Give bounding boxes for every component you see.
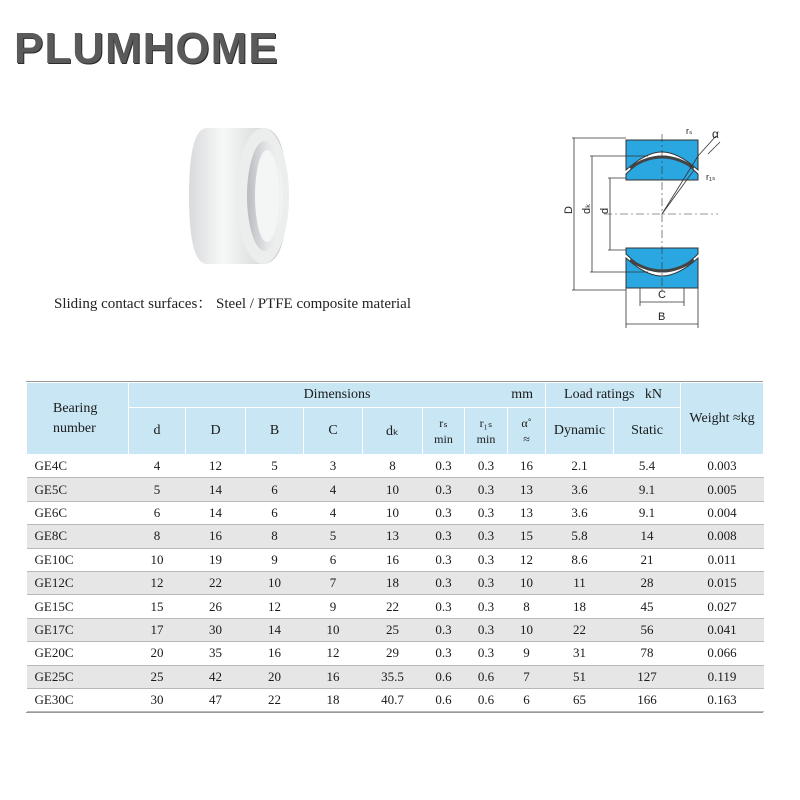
bearing-spec-table	[26, 381, 763, 713]
header-col-D: D	[186, 408, 246, 455]
dim-C-label: C	[658, 289, 666, 301]
cell-dynamic: 3.6	[546, 478, 614, 501]
cell-r1s: 0.3	[465, 642, 508, 665]
cell-alpha: 9	[508, 642, 546, 665]
cell-alpha: 10	[508, 571, 546, 594]
cell-static: 5.4	[614, 455, 681, 478]
cell-r1s: 0.3	[465, 595, 508, 618]
dim-rs-label: rₛ	[686, 126, 693, 136]
cell-alpha: 10	[508, 618, 546, 641]
cell-bearing-number: GE6C	[27, 501, 129, 524]
cell-rs: 0.3	[423, 501, 465, 524]
cell-C: 18	[304, 688, 363, 711]
dim-r1s-label: r₁ₛ	[706, 172, 716, 182]
cell-rs: 0.3	[423, 525, 465, 548]
cell-C: 6	[304, 548, 363, 571]
header-col-alpha: α˚ ≈	[508, 408, 546, 455]
cell-dk: 16	[363, 548, 423, 571]
cell-dk: 29	[363, 642, 423, 665]
cell-alpha: 16	[508, 455, 546, 478]
cell-d: 6	[129, 501, 186, 524]
header-load-ratings: Load ratings kN	[546, 383, 681, 408]
cell-bearing-number: GE30C	[27, 688, 129, 711]
cell-bearing-number: GE15C	[27, 595, 129, 618]
cell-B: 9	[246, 548, 304, 571]
cell-alpha: 12	[508, 548, 546, 571]
table-row	[27, 478, 764, 501]
cell-D: 22	[186, 571, 246, 594]
cell-bearing-number: GE17C	[27, 618, 129, 641]
cell-static: 127	[614, 665, 681, 688]
header-col-r1s: r₁ₛ min	[465, 408, 508, 455]
table-row	[27, 501, 764, 524]
cell-C: 10	[304, 618, 363, 641]
cell-dynamic: 3.6	[546, 501, 614, 524]
cell-alpha: 6	[508, 688, 546, 711]
header-col-rs: rₛ min	[423, 408, 465, 455]
cell-r1s: 0.6	[465, 688, 508, 711]
table-row	[27, 571, 764, 594]
cell-weight: 0.041	[681, 618, 764, 641]
cell-rs: 0.3	[423, 642, 465, 665]
cell-B: 20	[246, 665, 304, 688]
bearing-photo	[185, 118, 300, 278]
cell-C: 16	[304, 665, 363, 688]
header-col-dynamic: Dynamic	[546, 408, 614, 455]
cell-dk: 8	[363, 455, 423, 478]
cell-dynamic: 5.8	[546, 525, 614, 548]
cell-D: 16	[186, 525, 246, 548]
dim-D-label: D	[563, 206, 575, 214]
cell-d: 17	[129, 618, 186, 641]
cell-rs: 0.3	[423, 548, 465, 571]
cell-dynamic: 51	[546, 665, 614, 688]
cell-weight: 0.005	[681, 478, 764, 501]
cell-weight: 0.003	[681, 455, 764, 478]
brand-logo: PLUMHOME	[14, 24, 279, 73]
cell-D: 19	[186, 548, 246, 571]
cell-dynamic: 11	[546, 571, 614, 594]
cell-D: 30	[186, 618, 246, 641]
cell-weight: 0.015	[681, 571, 764, 594]
table-row	[27, 548, 764, 571]
cell-rs: 0.3	[423, 618, 465, 641]
cell-d: 12	[129, 571, 186, 594]
cell-d: 10	[129, 548, 186, 571]
cell-r1s: 0.3	[465, 548, 508, 571]
table-row	[27, 665, 764, 688]
cell-static: 45	[614, 595, 681, 618]
cell-static: 166	[614, 688, 681, 711]
header-col-B: B	[246, 408, 304, 455]
cell-D: 35	[186, 642, 246, 665]
cell-static: 21	[614, 548, 681, 571]
cell-D: 12	[186, 455, 246, 478]
cell-B: 12	[246, 595, 304, 618]
cell-bearing-number: GE10C	[27, 548, 129, 571]
cell-weight: 0.163	[681, 688, 764, 711]
cell-alpha: 8	[508, 595, 546, 618]
cell-rs: 0.3	[423, 595, 465, 618]
cell-D: 14	[186, 501, 246, 524]
dim-d-label: d	[599, 207, 611, 214]
cell-r1s: 0.3	[465, 525, 508, 548]
cell-r1s: 0.3	[465, 618, 508, 641]
cell-bearing-number: GE4C	[27, 455, 129, 478]
cell-dynamic: 18	[546, 595, 614, 618]
header-col-static: Static	[614, 408, 681, 455]
cell-dk: 22	[363, 595, 423, 618]
table-row	[27, 595, 764, 618]
cell-dk: 10	[363, 478, 423, 501]
cell-B: 10	[246, 571, 304, 594]
cell-C: 9	[304, 595, 363, 618]
cell-alpha: 13	[508, 501, 546, 524]
cell-d: 15	[129, 595, 186, 618]
cell-B: 6	[246, 478, 304, 501]
cell-weight: 0.011	[681, 548, 764, 571]
table-row	[27, 455, 764, 478]
cell-B: 14	[246, 618, 304, 641]
cell-weight: 0.008	[681, 525, 764, 548]
bearing-cross-section-diagram	[548, 118, 748, 340]
cell-r1s: 0.6	[465, 665, 508, 688]
cell-rs: 0.6	[423, 665, 465, 688]
cell-bearing-number: GE5C	[27, 478, 129, 501]
cell-C: 4	[304, 478, 363, 501]
table-body	[27, 455, 764, 712]
cell-d: 30	[129, 688, 186, 711]
cell-D: 47	[186, 688, 246, 711]
cell-dk: 40.7	[363, 688, 423, 711]
cell-dynamic: 2.1	[546, 455, 614, 478]
header-col-d: d	[129, 408, 186, 455]
cell-static: 28	[614, 571, 681, 594]
cell-rs: 0.3	[423, 571, 465, 594]
cell-bearing-number: GE12C	[27, 571, 129, 594]
cell-C: 12	[304, 642, 363, 665]
cell-weight: 0.004	[681, 501, 764, 524]
cell-D: 26	[186, 595, 246, 618]
cell-D: 14	[186, 478, 246, 501]
caption-material: Sliding contact surfaces： Steel / PTFE composite material	[54, 296, 412, 312]
cell-C: 7	[304, 571, 363, 594]
cell-bearing-number: GE8C	[27, 525, 129, 548]
cell-r1s: 0.3	[465, 501, 508, 524]
header-bearing-number: Bearing number	[27, 383, 129, 455]
header-dimensions: Dimensions mm	[129, 383, 546, 408]
cell-weight: 0.027	[681, 595, 764, 618]
table-row	[27, 688, 764, 711]
cell-bearing-number: GE20C	[27, 642, 129, 665]
cell-static: 9.1	[614, 478, 681, 501]
cell-d: 25	[129, 665, 186, 688]
cell-dk: 13	[363, 525, 423, 548]
dim-alpha-label: α	[712, 127, 719, 141]
header-mm-unit: mm	[511, 387, 534, 402]
cell-dynamic: 8.6	[546, 548, 614, 571]
cell-weight: 0.066	[681, 642, 764, 665]
cell-r1s: 0.3	[465, 455, 508, 478]
cell-C: 4	[304, 501, 363, 524]
cell-dynamic: 22	[546, 618, 614, 641]
cell-dk: 25	[363, 618, 423, 641]
cell-dk: 10	[363, 501, 423, 524]
header-weight: Weight ≈kg	[681, 383, 764, 455]
cell-rs: 0.3	[423, 478, 465, 501]
cell-r1s: 0.3	[465, 478, 508, 501]
cell-d: 8	[129, 525, 186, 548]
cell-static: 14	[614, 525, 681, 548]
cell-alpha: 7	[508, 665, 546, 688]
cell-rs: 0.6	[423, 688, 465, 711]
cell-B: 22	[246, 688, 304, 711]
cell-B: 8	[246, 525, 304, 548]
cell-static: 78	[614, 642, 681, 665]
header-col-C: C	[304, 408, 363, 455]
cell-r1s: 0.3	[465, 571, 508, 594]
cell-B: 5	[246, 455, 304, 478]
cell-d: 5	[129, 478, 186, 501]
cell-B: 16	[246, 642, 304, 665]
dim-B-label: B	[658, 311, 666, 323]
cell-static: 9.1	[614, 501, 681, 524]
dim-dk-label: dₖ	[581, 203, 593, 214]
table-row	[27, 618, 764, 641]
cell-alpha: 13	[508, 478, 546, 501]
cell-weight: 0.119	[681, 665, 764, 688]
table-row	[27, 525, 764, 548]
cell-C: 5	[304, 525, 363, 548]
cell-d: 4	[129, 455, 186, 478]
cell-B: 6	[246, 501, 304, 524]
cell-dk: 18	[363, 571, 423, 594]
cell-rs: 0.3	[423, 455, 465, 478]
cell-D: 42	[186, 665, 246, 688]
table-row	[27, 642, 764, 665]
cell-dk: 35.5	[363, 665, 423, 688]
cell-bearing-number: GE25C	[27, 665, 129, 688]
cell-alpha: 15	[508, 525, 546, 548]
cell-static: 56	[614, 618, 681, 641]
cell-d: 20	[129, 642, 186, 665]
cell-dynamic: 31	[546, 642, 614, 665]
cell-C: 3	[304, 455, 363, 478]
cell-dynamic: 65	[546, 688, 614, 711]
header-col-dk: dₖ	[363, 408, 423, 455]
